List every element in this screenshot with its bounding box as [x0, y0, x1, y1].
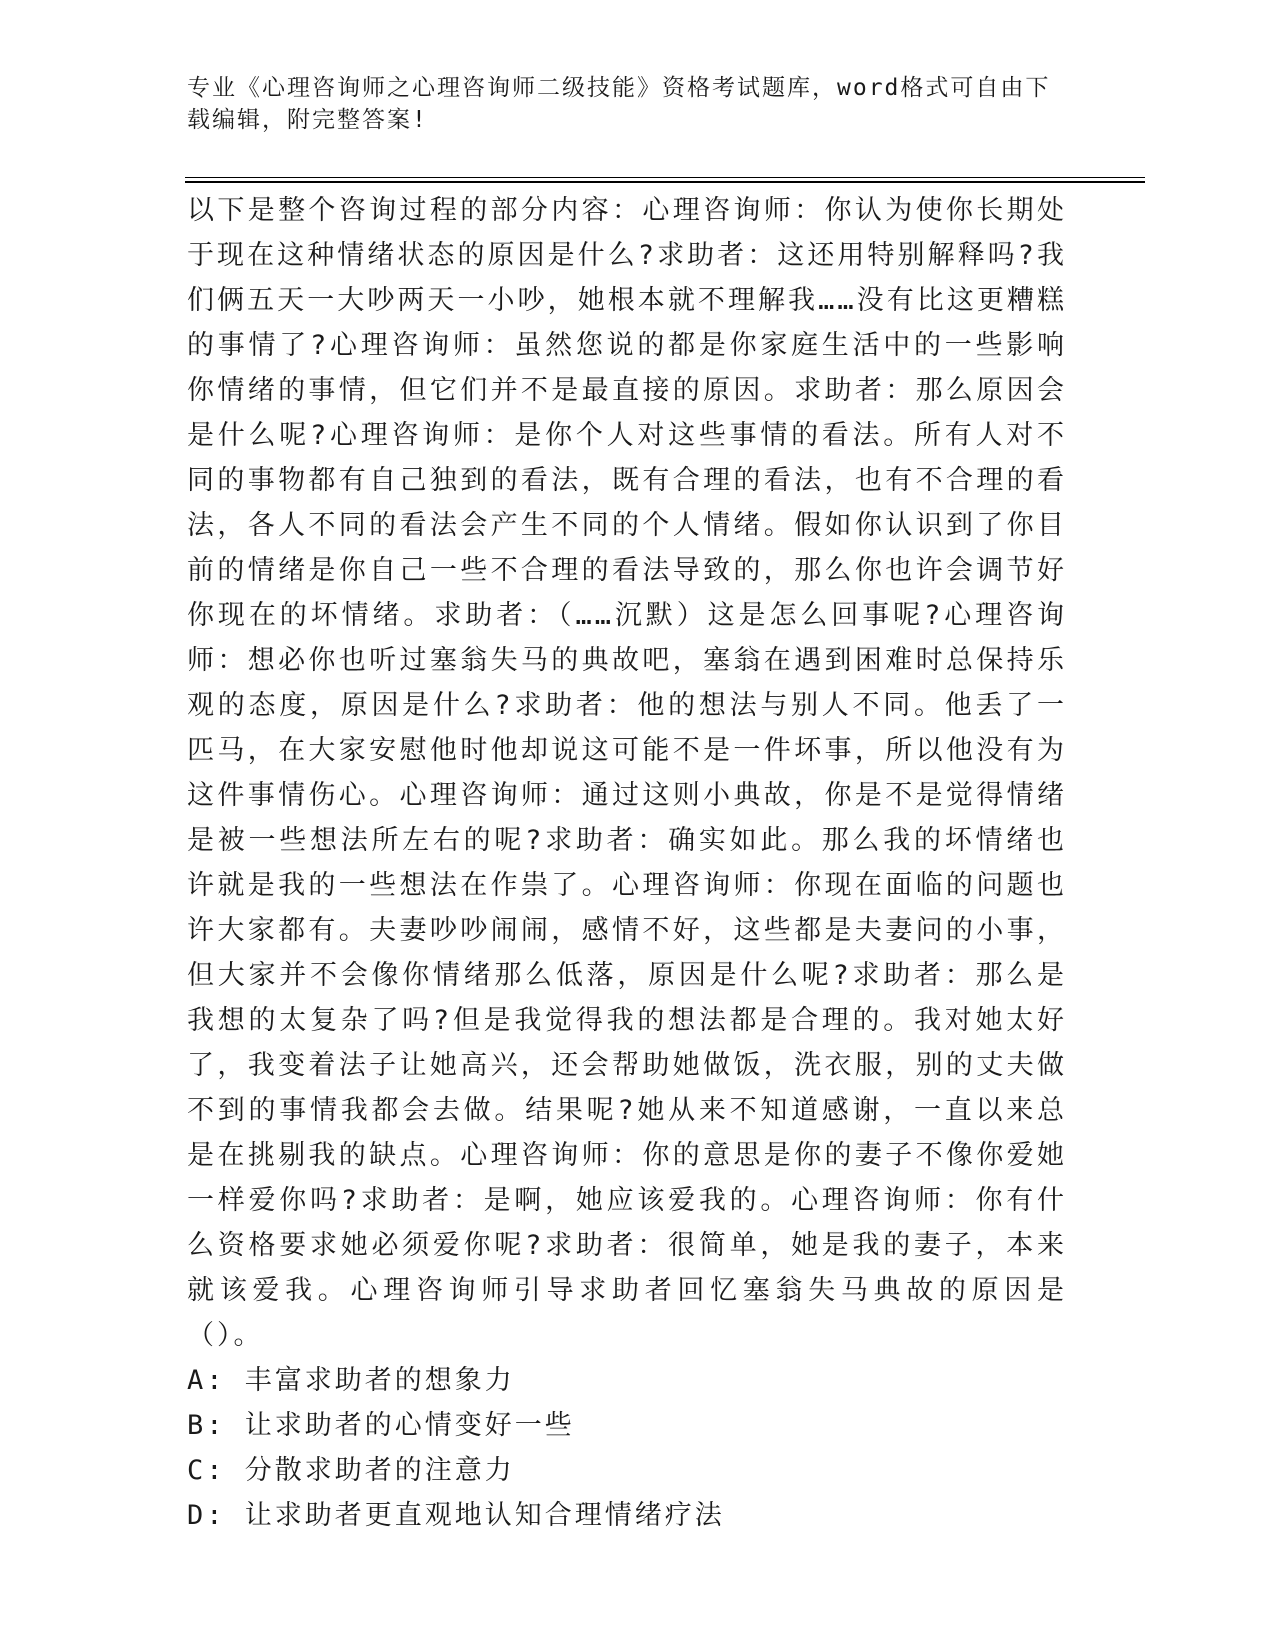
header-divider-thin	[185, 177, 1145, 178]
answer-options	[187, 1358, 1067, 1538]
question-text: 以下是整个咨询过程的部分内容：心理咨询师：你认为使你长期处于现在这种情绪状态的原因是什么?求助者：这还用特别解释吗?我们俩五天一大吵两天一小吵，她根本就不理解我……没有比这更糟糕的事情了?心理咨询师：虽然您说的都是你家庭生活中的一些影响你情绪的事情，但它们并不是最直接的原因。求助者：那么原因会是什么呢?心理咨询师：是你个人对这些事情的看法。所有人对不同的事物都有自己独到的看法，既有合理的看法，也有不合理的看法，各人不同的看法会产生不同的个人情绪。假如你认识到了你目前的情绪是你自己一些不合理的看法导致的，那么你也许会调节好你现在的坏情绪。求助者：（……沉默）这是怎么回事呢?心理咨询师：想必你也听过塞翁失马的典故吧，塞翁在遇到困难时总保持乐观的态度，原因是什么?求助者：他的想法与别人不同。他丢了一匹马，在大家安慰他时他却说这可能不是一件坏事，所以他没有为这件事情伤心。心理咨询师：通过这则小典故，你是不是觉得情绪是被一些想法所左右的呢?求助者：确实如此。那么我的坏情绪也许就是我的一些想法在作祟了。心理咨询师：你现在面临的问题也许大家都有。夫妻吵吵闹闹，感情不好，这些都是夫妻问的小事，但大家并不会像你情绪那么低落，原因是什么呢?求助者：那么是我想的太复杂了吗?但是我觉得我的想法都是合理的。我对她太好了，我变着法子让她高兴，还会帮助她做饭，洗衣服，别的丈夫做不到的事情我都会去做。结果呢?她从来不知道感谢，一直以来总是在挑剔我的缺点。心理咨询师：你的意思是你的妻子不像你爱她一样爱你吗?求助者：是啊，她应该爱我的。心理咨询师：你有什么资格要求她必须爱你呢?求助者：很简单，她是我的妻子，本来就该爱我。心理咨询师引导求助者回忆塞翁失马典故的原因是（）。	[187, 195, 1067, 1351]
option-b: B: 让求助者的心情变好一些	[187, 1410, 575, 1441]
option-a: A: 丰富求助者的想象力	[187, 1365, 515, 1396]
document-header: 专业《心理咨询师之心理咨询师二级技能》资格考试题库，word格式可自由下载编辑，附完整答案!	[187, 75, 1051, 133]
question-block	[187, 188, 1067, 1538]
option-c: C: 分散求助者的注意力	[187, 1455, 515, 1486]
header-divider-thick	[185, 181, 1145, 183]
option-d: D: 让求助者更直观地认知合理情绪疗法	[187, 1500, 725, 1531]
